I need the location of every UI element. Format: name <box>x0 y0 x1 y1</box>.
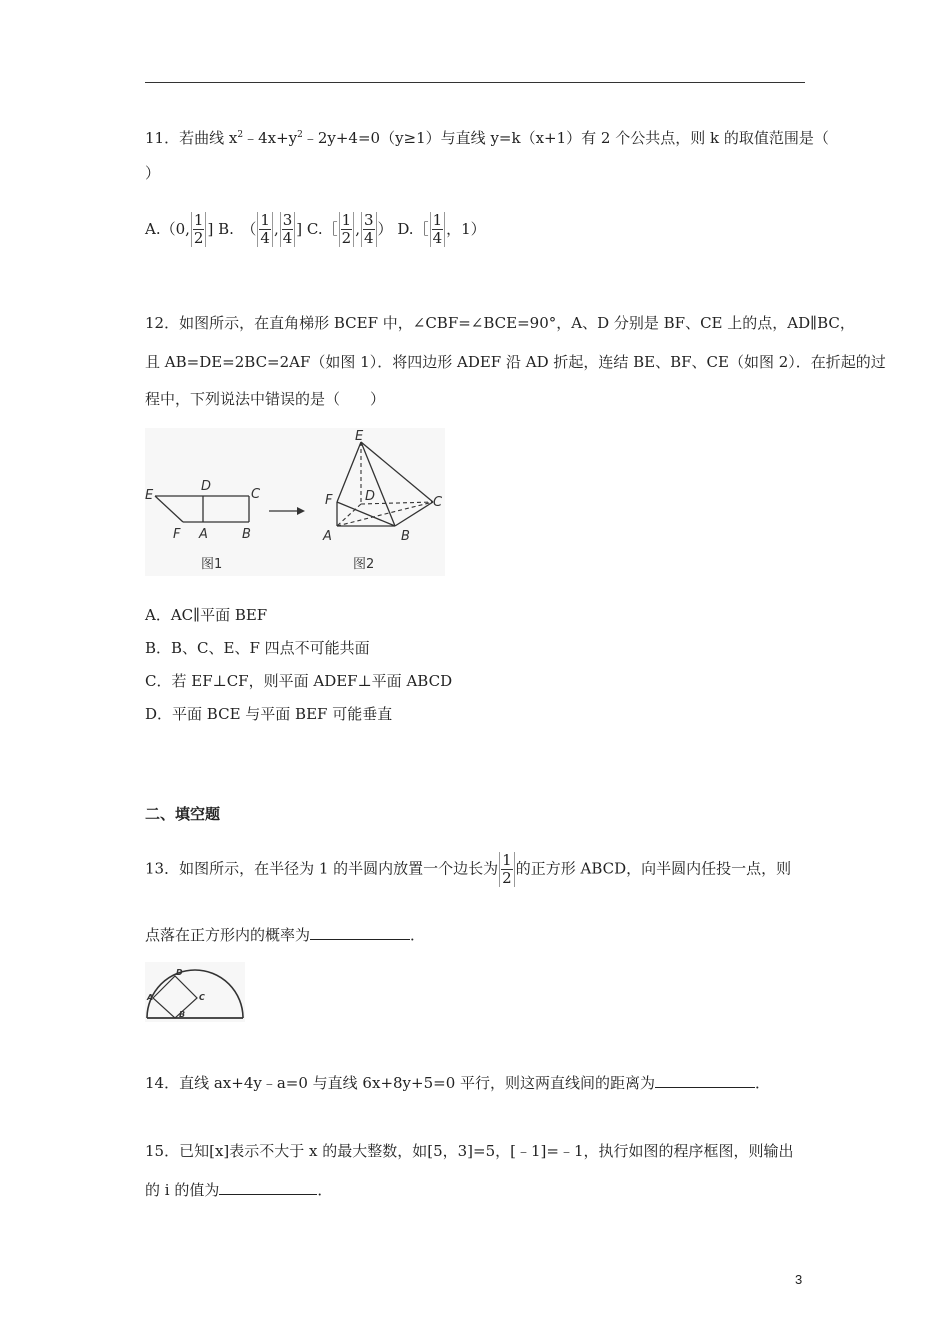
q15-line2: 的 i 的值为 ． <box>145 1181 333 1199</box>
q11-option-a: A.（0, $\frac{1}{2}$ ] <box>145 211 214 247</box>
q13-line2: 点落在正方形内的概率为 ． <box>145 926 426 944</box>
q13-fig-label-a: A <box>147 993 154 1002</box>
q11-options <box>145 212 486 247</box>
q11-option-d: D.［ $\frac{1}{4}$ ，1） <box>397 211 486 247</box>
fig2-label-f: F <box>325 493 333 508</box>
q12-line3: 程中，下列说法中错误的是（ ） <box>145 390 386 408</box>
q13-figure <box>145 962 245 1022</box>
fig2-label-e: E <box>355 429 364 444</box>
q11-stem: 11．若曲线 $x^2﹣4x+y^2﹣2y+4=0(y\ge 1)$与直线 y=k（x+1）有 2 个公共点，则 k 的取值范围是（ <box>145 129 829 147</box>
fig2-label-c: C <box>433 495 443 510</box>
q11-option-c: C.［ $\frac{1}{2}$ , $\frac{3}{4}$ ） <box>306 211 393 247</box>
q12-option-c: C．若 EF⊥CF，则平面 ADEF⊥平面 ABCD <box>145 672 453 690</box>
fig2-label-a: A <box>323 529 332 544</box>
section-title: 二、填空题 <box>145 805 221 823</box>
q14-answer-blank[interactable] <box>655 1073 755 1088</box>
q15-answer-blank[interactable] <box>219 1180 317 1195</box>
q12-line2: 且 AB=DE=2BC=2AF（如图 1）．将四边形 ADEF 沿 AD 折起，连结 BE、BF、CE（如图 2）．在折起的过 <box>145 353 886 371</box>
fig2-caption: 图2 <box>353 557 375 572</box>
q13-stem: 13．如图所示，在半径为 1 的半圆内放置一个边长为 $\frac{1}{2}$ 的正方形 ABCD，向半圆内任投一点，则 <box>145 851 792 887</box>
page-number: 3 <box>795 1272 803 1287</box>
q11-option-b: B. （ $\frac{1}{4}$ , $\frac{3}{4}$ ] <box>218 211 303 247</box>
fig1-label-f: F <box>173 527 181 542</box>
fig1-label-e: E <box>145 488 154 503</box>
q13-answer-blank[interactable] <box>310 925 410 940</box>
fig2-label-b: B <box>401 529 410 544</box>
fig1-label-b: B <box>242 527 251 542</box>
fig1-label-d: D <box>201 479 212 494</box>
q15-line1: 15．已知[x]表示不大于 x 的最大整数，如[5，3]=5，[﹣1]=﹣1，执行如图的程序框图，则输出 <box>145 1142 794 1160</box>
q14-stem: 14．直线 ax+4y﹣a=0 与直线 6x+8y+5=0 平行，则这两直线间的距离为 ． <box>145 1074 771 1092</box>
q12-line1: 12．如图所示，在直角梯形 BCEF 中，∠CBF=∠BCE=90°，A、D 分别是 BF、CE 上的点，AD∥BC， <box>145 314 855 332</box>
q12-option-b: B．B、C、E、F 四点不可能共面 <box>145 639 370 657</box>
fig1-label-c: C <box>251 487 261 502</box>
q12-option-d: D．平面 BCE 与平面 BEF 可能垂直 <box>145 705 393 723</box>
fig1-caption: 图1 <box>201 557 223 572</box>
q13-fig-label-d: D <box>176 968 183 977</box>
q12-option-a: A．AC∥平面 BEF <box>145 606 268 624</box>
fig2-label-d: D <box>365 489 376 504</box>
fig1-label-a: A <box>199 527 208 542</box>
header-rule <box>145 82 805 83</box>
q13-fig-label-c: C <box>199 993 205 1002</box>
q12-figure <box>145 428 445 576</box>
q11-stem-end: ） <box>145 164 161 182</box>
q13-fig-label-b: B <box>179 1010 186 1019</box>
